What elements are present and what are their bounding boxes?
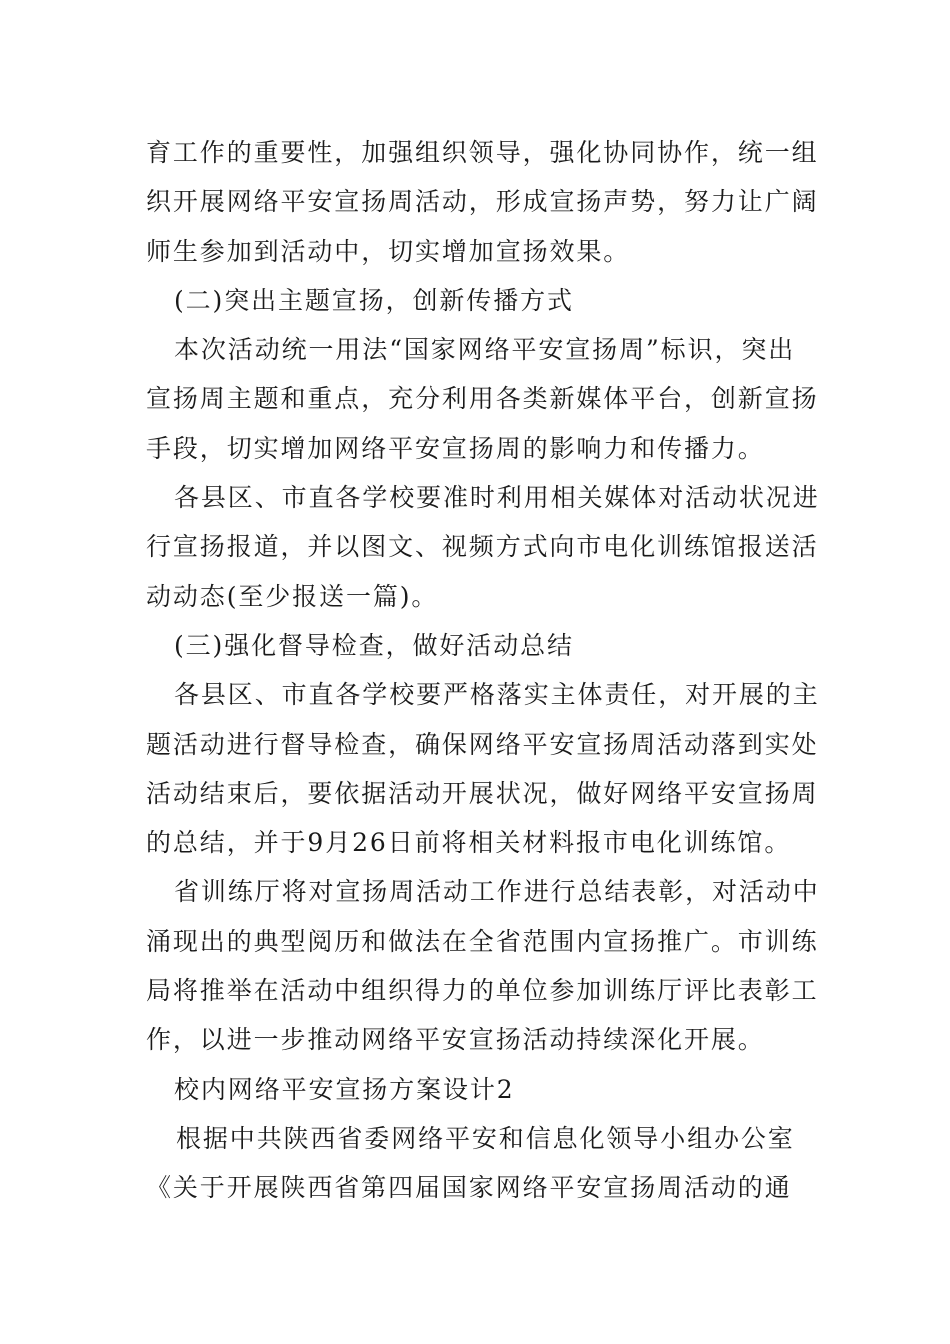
- text-line: 省训练厅将对宣扬周活动工作进行总结表彰，对活动中: [174, 877, 820, 907]
- text-line: 各县区、市直各学校要准时利用相关媒体对活动状况进: [174, 483, 820, 513]
- text-line: 涌现出的典型阅历和做法在全省范围内宣扬推广。市训练: [146, 926, 819, 956]
- text-line: 活动结束后，要依据活动开展状况，做好网络平安宣扬周: [146, 778, 819, 808]
- text-line: 行宣扬报道，并以图文、视频方式向市电化训练馆报送活: [146, 532, 819, 562]
- text-line: 的总结，并于9月26日前将相关材料报市电化训练馆。: [146, 828, 792, 858]
- section-heading: (三)强化督导检查，做好活动总结: [174, 630, 574, 660]
- document-body: [146, 128, 820, 1213]
- text-line: 师生参加到活动中，切实增加宣扬效果。: [146, 236, 631, 266]
- text-line: 手段，切实增加网络平安宣扬周的影响力和传播力。: [146, 433, 765, 463]
- text-line: 宣扬周主题和重点，充分利用各类新媒体平台，创新宣扬: [146, 384, 819, 414]
- document-subtitle: 校内网络平安宣扬方案设计2: [174, 1074, 515, 1104]
- text-line: 局将推举在活动中组织得力的单位参加训练厅评比表彰工: [146, 976, 819, 1006]
- text-line: 动动态(至少报送一篇)。: [146, 581, 439, 611]
- text-line: 作，以进一步推动网络平安宣扬活动持续深化开展。: [146, 1025, 765, 1055]
- text-line: 题活动进行督导检查，确保网络平安宣扬周活动落到实处: [146, 729, 819, 759]
- section-heading: (二)突出主题宣扬，创新传播方式: [174, 285, 574, 315]
- text-line: 根据中共陕西省委网络平安和信息化领导小组办公室: [176, 1123, 795, 1153]
- text-line: 织开展网络平安宣扬周活动，形成宣扬声势，努力让广阔: [146, 187, 819, 217]
- text-line: 育工作的重要性，加强组织领导，强化协同协作，统一组: [146, 138, 819, 167]
- text-line: 各县区、市直各学校要严格落实主体责任，对开展的主: [174, 680, 820, 710]
- text-line: 本次活动统一用法“国家网络平安宣扬周”标识，突出: [174, 335, 796, 365]
- text-line: 《关于开展陕西省第四届国家网络平安宣扬周活动的通: [146, 1173, 792, 1203]
